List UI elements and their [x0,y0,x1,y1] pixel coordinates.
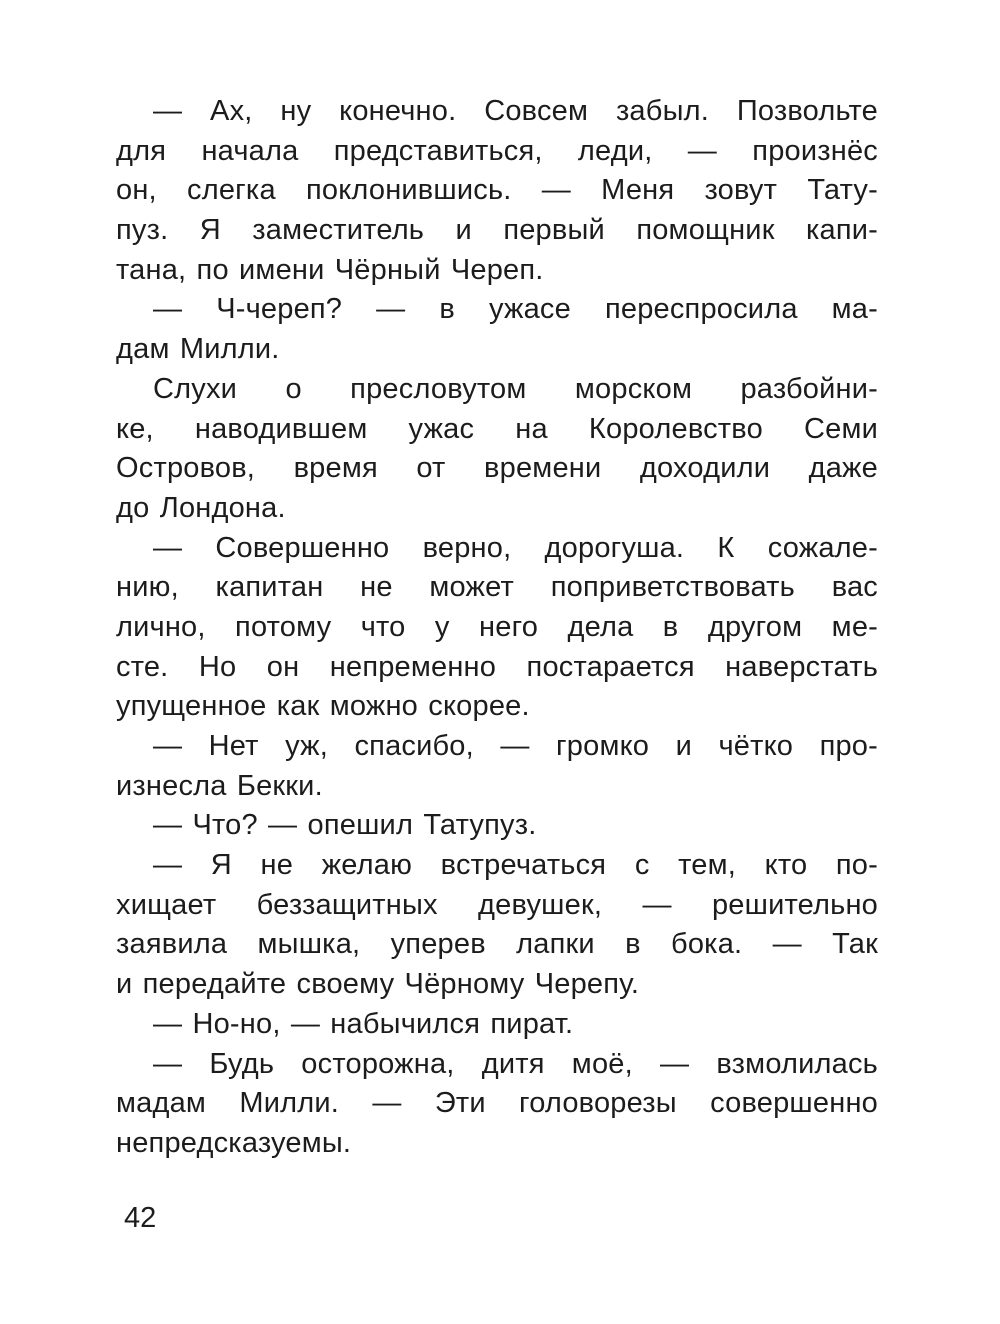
text-line: заявила мышка, уперев лапки в бока. — Так [116,928,878,961]
text-line: — Я не желаю встречаться с тем, кто по- [153,849,878,882]
text-line: — Ах, ну конечно. Совсем забыл. Позвольте [153,95,878,127]
body-text [116,92,878,1164]
text-line: Островов, время от времени доходили даже [116,452,878,485]
text-line: — Нет уж, спасибо, — громко и чётко про- [153,730,878,762]
text-line: — Будь осторожна, дитя моё, — взмолилась [153,1047,878,1080]
text-line: лично, потому что у него дела в другом ме- [116,610,878,643]
text-line: тана, по имени Чёрный Череп. [116,253,544,286]
text-line: до Лондона. [116,491,286,524]
text-line: — Что? — опешил Татупуз. [153,809,537,842]
text-line: пуз. Я заместитель и первый помощник капи- [116,214,878,247]
text-line: непредсказуемы. [116,1126,352,1159]
text-line: и передайте своему Чёрному Черепу. [116,968,640,1001]
text-line: для начала представиться, леди, — произнёс [116,134,878,167]
text-line: Слухи о пресловутом морском разбойни- [153,372,878,405]
text-line: дам Милли. [116,333,280,366]
text-line: он, слегка поклонившись. — Меня зовут Тату- [116,174,878,207]
page-number: 42 [124,1202,157,1234]
text-line: мадам Милли. — Эти головорезы совершенно [116,1087,878,1120]
text-line: изнесла Бекки. [116,769,323,802]
text-line: ке, наводившем ужас на Королевство Семи [116,412,878,445]
text-line: — Ч-череп? — в ужасе переспросила ма- [153,293,878,326]
text-line: нию, капитан не может поприветствовать вас [116,571,878,604]
text-line: упущенное как можно скорее. [116,690,530,723]
text-line: сте. Но он непременно постарается наверстать [116,650,878,683]
text-line: — Совершенно верно, дорогуша. К сожале- [153,531,878,564]
text-line: — Но-но, — набычился пират. [153,1007,574,1040]
text-line: хищает беззащитных девушек, — решительно [116,888,878,921]
